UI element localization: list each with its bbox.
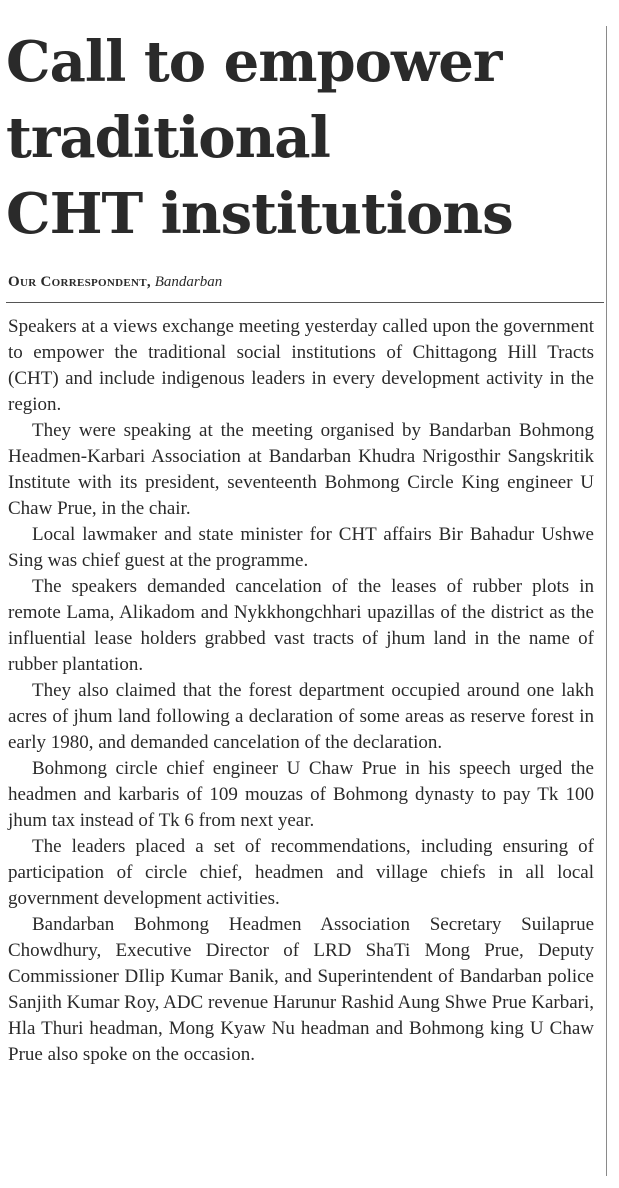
headline-line: CHT institutions (6, 181, 513, 247)
byline-location: Bandarban (154, 274, 223, 290)
article-body (8, 314, 594, 1068)
headline-line: traditional (6, 105, 330, 171)
column-rule (606, 26, 607, 1176)
byline-correspondent: Our Correspondent, (8, 274, 151, 290)
paragraph: Bohmong circle chief engineer U Chaw Prue in his speech urged the headmen and karbaris of 109 mouzas of Bohmong dynasty to pay Tk 100 jhum tax instead of Tk 6 from next year. (8, 758, 594, 831)
paragraph: They were speaking at the meeting organised by Bandarban Bohmong Headmen-Karbari Association at Bandarban Khudra Nrigosthir Sangskritik Institute with its president, seventeenth Bohmong Circle King engineer U Chaw Prue, in the chair. (8, 420, 594, 519)
byline (8, 272, 222, 292)
paragraph: They also claimed that the forest department occupied around one lakh acres of jhum land following a declaration of some areas as reserve forest in early 1980, and demanded cancelation of the declaration. (8, 680, 594, 753)
headline (6, 24, 606, 252)
paragraph: The speakers demanded cancelation of the leases of rubber plots in remote Lama, Alikadom and Nykkhongchhari upazillas of the district as the influential lease holders grabbed vast tracts of jhum land in the name of rubber plantation. (8, 576, 594, 675)
paragraph: Bandarban Bohmong Headmen Association Secretary Suilaprue Chowdhury, Executive Director of LRD ShaTi Mong Prue, Deputy Commissioner DIlip Kumar Banik, and Superintendent of Bandarban police Sanjith Kumar Roy, ADC revenue Harunur Rashid Aung Shwe Prue Karbari, Hla Thuri headman, Mong Kyaw Nu headman and Bohmong king U Chaw Prue also spoke on the occasion. (8, 914, 594, 1065)
paragraph: Speakers at a views exchange meeting yesterday called upon the government to empower the traditional social institutions of Chittagong Hill Tracts (CHT) and include indigenous leaders in every development activity in the region. (8, 316, 594, 415)
byline-divider (6, 302, 604, 303)
paragraph: The leaders placed a set of recommendations, including ensuring of participation of circle chief, headmen and village chiefs in all local government development activities. (8, 836, 594, 909)
paragraph: Local lawmaker and state minister for CHT affairs Bir Bahadur Ushwe Sing was chief guest at the programme. (8, 524, 594, 571)
headline-line: Call to empower (6, 29, 502, 95)
